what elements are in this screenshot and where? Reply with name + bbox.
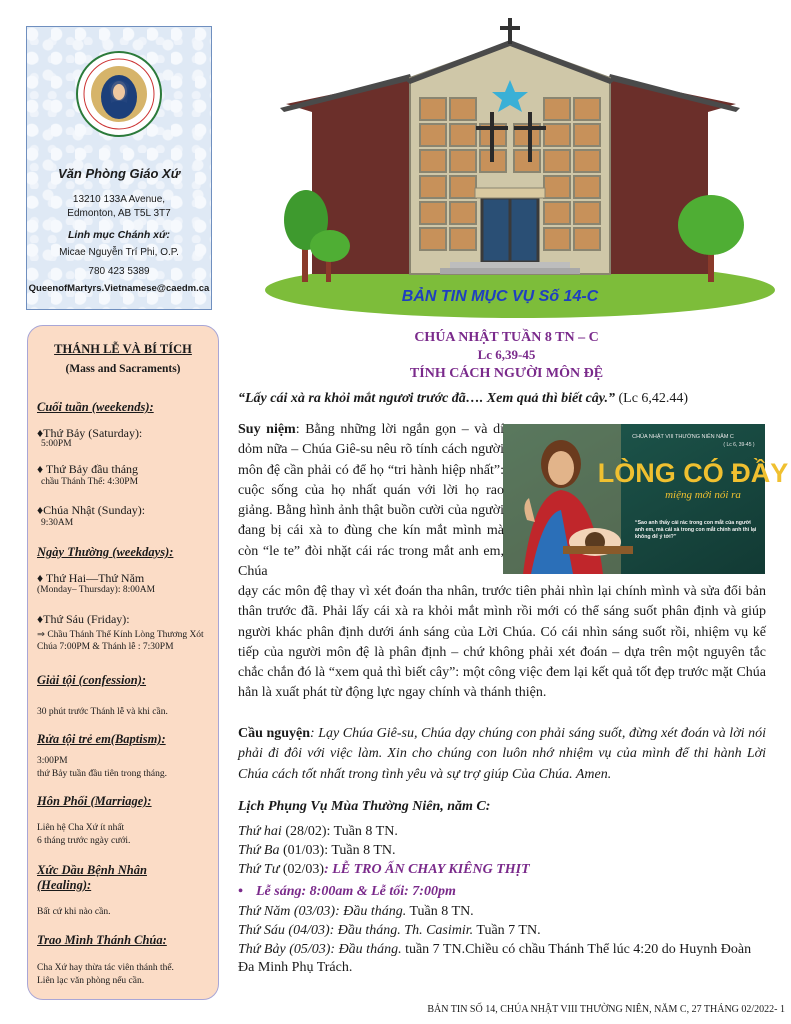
calendar-friday [238, 922, 768, 940]
church-illustration [260, 12, 760, 320]
image-subtitle: miệng mới nói ra [665, 489, 741, 501]
confession-heading: Giải tội (confession): [37, 673, 147, 687]
gospel-quote [238, 391, 688, 407]
calendar-tuesday [238, 842, 768, 860]
tuesday-label: Thứ Ba [238, 843, 280, 858]
monday-detail: (28/02): Tuần 8 TN. [281, 824, 398, 839]
prayer-paragraph [238, 724, 766, 785]
calendar-heading: Lịch Phụng Vụ Mùa Thường Niên, năm C: [238, 799, 491, 814]
mass-sacraments-sidebar [27, 325, 219, 1000]
monday-label: Thứ hai [238, 824, 282, 839]
confession-detail: 30 phút trước Thánh lễ và khi cần. [37, 707, 168, 717]
cross-icon [508, 18, 512, 44]
calendar-thursday [238, 903, 768, 921]
image-verse: “Sao anh thấy cái rác trong con mắt của người anh em, mà cái xà trong con mắt chính anh thì lại không để ý tới?” [635, 520, 757, 540]
friday-label: ♦Thứ Sáu (Friday): [37, 612, 130, 626]
sunday-time: 9:30AM [41, 518, 74, 528]
bullet-icon: • [238, 884, 243, 899]
mon-thu-detail: (Monday– Thursday): 8:00AM [37, 585, 156, 595]
image-small-title: CHÚA NHẬT VIII THƯỜNG NIÊN NĂM C [632, 434, 734, 440]
reflection-paragraph [238, 420, 504, 582]
ash-wednesday-event: : LỄ TRO ẤN CHAY KIÊNG THỊT [324, 862, 530, 877]
sidebar-title: THÁNH LỄ VÀ BÍ TÍCH [54, 342, 192, 356]
friday-label: Thứ Sáu (04/03): Đầu tháng. Th. Casimir. [238, 923, 474, 938]
marriage-detail-2: 6 tháng trước ngày cưới. [37, 836, 131, 846]
image-big-title: LÒNG CÓ ĐẦY [597, 458, 789, 488]
saturday-label: Thứ Bảy (05/03): Đầu tháng. [238, 942, 402, 957]
friday-detail: ⇒ Chầu Thánh Thể Kính Lòng Thương Xót Chúa 7:00PM & Thánh lễ : 7:30PM [37, 630, 204, 652]
quote-text: “Lấy cái xà ra khỏi mắt ngươi trước đã…. Xem quả thì biết cây.” [238, 391, 615, 406]
saturday-label: ♦Thứ Bảy (Saturday): [37, 426, 143, 440]
tuesday-detail: (01/03): Tuần 8 TN. [279, 843, 396, 858]
first-saturday-label: ♦ Thứ Bảy đầu tháng [37, 462, 139, 476]
healing-heading-2: (Healing): [37, 878, 92, 892]
reflection-paragraph-continued: dạy các môn đệ thay vì xét đoán tha nhân, trước tiên phải nhìn lại chính mình và sửa đổi bản thân trước đã. Phải lấy cái xà ra khỏi mắt mình rồi mới có thể sáng suốt phân định và giúp người khác phân định dưới ánh sáng của Lời Chúa. Có cái nhìn sáng suốt rồi, nhiệm vụ kế tiếp của người môn đệ là phân định – chứ không phải xét đoán – dựa trên một nguyên tắc chắc chắn đó là “xem quả thì biết cây”: một công việc đem lại kết quả tốt đẹp trước mặt Chúa hẳn là xuất phát từ động lực ngay chính và thánh thiện. [238, 584, 766, 701]
first-saturday-detail: chầu Thánh Thể: 4:30PM [41, 477, 139, 487]
weekend-heading: Cuối tuần (weekends): [37, 400, 154, 414]
sunday-title: CHÚA NHẬT TUẦN 8 TN – C [414, 330, 599, 345]
thursday-label: Thứ Năm (03/03): Đầu tháng. [238, 904, 407, 919]
saturday-detail: tuần 7 TN.Chiều có chầu Thánh Thể lúc 4:20 do Huynh Đoàn Đa Minh Phụ Trách. [238, 942, 752, 975]
reflection-label: Suy niệm [238, 422, 296, 437]
calendar-saturday [238, 941, 768, 977]
marriage-detail-1: Liên hệ Cha Xứ ít nhất [37, 823, 125, 833]
communion-detail-2: Liên lạc văn phòng nếu cần. [37, 976, 145, 986]
thursday-detail: Tuần 8 TN. [406, 904, 474, 919]
image-small-reference: ( Lc 6, 39-45 ) [723, 442, 755, 448]
marriage-heading: Hôn Phối (Marriage): [37, 794, 152, 808]
baptism-time: 3:00PM [37, 756, 68, 766]
communion-detail-1: Cha Xứ hay thừa tác viên thánh thể. [37, 963, 174, 973]
pastor-name: Micae Nguyễn Trí Phi, O.P. [59, 247, 179, 258]
address-line-2: Edmonton, AB T5L 3T7 [67, 208, 171, 219]
bulletin-banner-title: BẢN TIN MỤC VỤ Số 14-C [401, 288, 599, 305]
pastor-label: Linh mục Chánh xứ: [68, 229, 170, 241]
address-line-1: 13210 133A Avenue, [72, 194, 166, 205]
saturday-time: 5:00PM [41, 439, 72, 449]
calendar-wednesday-masses [238, 883, 768, 901]
gospel-reference: Lc 6,39-45 [477, 347, 536, 362]
wednesday-mass-times: Lễ sáng: 8:00am & Lễ tối: 7:00pm [256, 884, 456, 899]
parish-phone: 780 423 5389 [88, 266, 150, 277]
baptism-heading: Rửa tội trẻ em(Baptism): [37, 732, 166, 746]
prayer-text: : Lạy Chúa Giê-su, Chúa dạy chúng con phải sáng suốt, đừng xét đoán và lời nói phải đi đôi với việc làm. Xin cho chúng con luôn nhớ nhiệm vụ của mình để thi hành Lời Chúa cách tốt nhất trong tình yêu và sự trợ giúp Của Chúa. Amen. [238, 726, 766, 782]
weekday-heading: Ngày Thường (weekdays): [37, 545, 174, 559]
theme-title: TÍNH CÁCH NGƯỜI MÔN ĐỆ [409, 366, 604, 381]
sidebar-subtitle: (Mass and Sacraments) [65, 363, 181, 375]
wednesday-date: (02/03) [279, 862, 325, 877]
communion-heading: Trao Mình Thánh Chúa: [37, 933, 167, 947]
parish-email[interactable]: QueenofMartyrs.Vietnamese@caedm.ca [28, 283, 210, 294]
quote-reference: (Lc 6,42.44) [615, 391, 689, 406]
healing-detail: Bất cứ khi nào cần. [37, 907, 111, 917]
calendar-wednesday [238, 861, 768, 879]
reflection-text-part1: : Bằng những lời ngắn gọn – và dí dỏm nữa – Chúa Giê-su nêu rõ tính cách người môn đệ cần phải có để họ “tri hành hiệp nhất”: cuộc sống của họ nhất quán với lời họ rao giảng. Bằng hình ảnh thật buồn cười của người đang bị cái xà to đùng che kín mắt mình mà còn “le te” đòi nhặt cái rác trong mắt anh em, Chúa [238, 422, 504, 580]
prayer-label: Cầu nguyện [238, 726, 311, 741]
parish-info-box [26, 26, 212, 310]
lenten-sunday-image [503, 424, 789, 574]
page-footer: BẢN TIN SỐ 14, CHÚA NHẬT VIII THƯỜNG NIÊN, NĂM C, 27 THÁNG 02/2022- 1 [427, 1004, 785, 1015]
calendar-monday [238, 823, 768, 841]
office-title: Văn Phòng Giáo Xứ [58, 166, 180, 181]
mon-thu-label: ♦ Thứ Hai—Thứ Năm [37, 571, 145, 585]
healing-heading-1: Xức Dầu Bệnh Nhân [37, 863, 147, 877]
wednesday-label: Thứ Tư [238, 862, 280, 877]
baptism-detail: thứ Bảy tuần đầu tiên trong tháng. [37, 769, 167, 779]
friday-detail: Tuần 7 TN. [473, 923, 541, 938]
parish-logo [76, 51, 162, 137]
sunday-label: ♦Chúa Nhật (Sunday): [37, 503, 146, 517]
